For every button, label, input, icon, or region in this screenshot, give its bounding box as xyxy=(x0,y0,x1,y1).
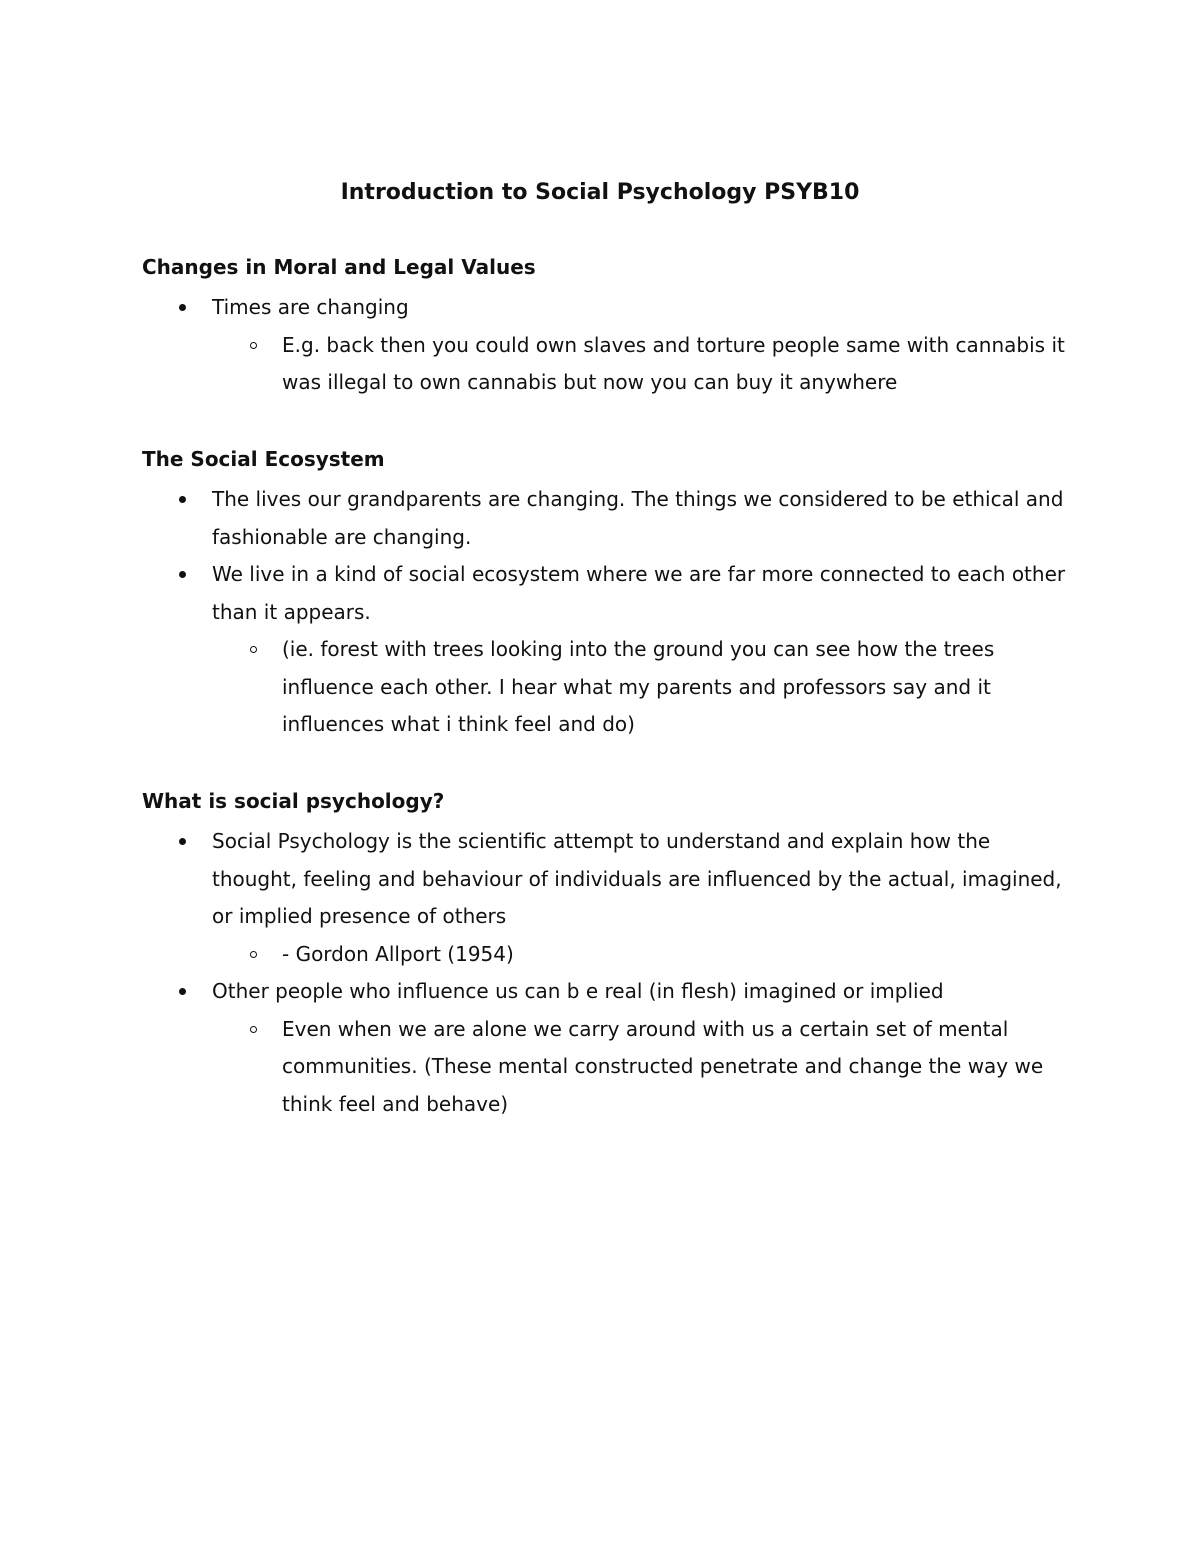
sub-bullet-list xyxy=(212,327,1072,402)
sub-bullet-list xyxy=(212,936,1072,974)
bullet-circle-icon xyxy=(250,1026,257,1033)
bullet-circle-icon xyxy=(250,951,257,958)
section-the-social-ecosystem xyxy=(142,443,1072,744)
section-heading: Changes in Moral and Legal Values xyxy=(142,255,536,279)
bullet-item xyxy=(212,481,1072,556)
sub-bullet-text: E.g. back then you could own slaves and torture people same with cannabis it was illegal to own cannabis but now you can buy it anywhere xyxy=(282,332,1065,394)
bullet-item xyxy=(212,823,1072,973)
sub-bullet-text: (ie. forest with trees looking into the ground you can see how the trees influence each other. I hear what my parents and professors say and it influences what i think feel and do) xyxy=(282,637,995,736)
sub-bullet-list xyxy=(212,1011,1072,1124)
bullet-disc-icon xyxy=(179,496,186,503)
bullet-circle-icon xyxy=(250,342,257,349)
bullet-disc-icon xyxy=(179,571,186,578)
section-changes-in-moral-and-legal-values xyxy=(142,251,1072,402)
bullet-item xyxy=(212,556,1072,744)
bullet-text: Times are changing xyxy=(212,295,409,319)
bullet-text: Social Psychology is the scientific attempt to understand and explain how the thought, feeling and behaviour of individuals are influenced by the actual, imagined, or implied presence of others xyxy=(212,829,1062,928)
bullet-item xyxy=(212,289,1072,402)
bullet-item xyxy=(212,973,1072,1123)
sub-bullet-item xyxy=(282,631,1072,744)
sub-bullet-list xyxy=(212,631,1072,744)
bullet-list xyxy=(142,481,1072,744)
bullet-text: We live in a kind of social ecosystem where we are far more connected to each other than it appears. xyxy=(212,562,1066,624)
bullet-disc-icon xyxy=(179,838,186,845)
section-heading: What is social psychology? xyxy=(142,789,445,813)
bullet-disc-icon xyxy=(179,988,186,995)
bullet-text: The lives our grandparents are changing. The things we considered to be ethical and fashionable are changing. xyxy=(212,487,1064,549)
bullet-list xyxy=(142,289,1072,402)
bullet-circle-icon xyxy=(250,646,257,653)
bullet-list xyxy=(142,823,1072,1123)
sub-bullet-item xyxy=(282,1011,1072,1124)
bullet-text: Other people who influence us can b e real (in flesh) imagined or implied xyxy=(212,979,944,1003)
bullet-disc-icon xyxy=(179,304,186,311)
section-heading: The Social Ecosystem xyxy=(142,447,385,471)
sub-bullet-item xyxy=(282,327,1072,402)
document-title: Introduction to Social Psychology PSYB10 xyxy=(340,180,860,205)
sub-bullet-item xyxy=(282,936,1072,974)
section-what-is-social-psychology xyxy=(142,785,1072,1123)
sub-bullet-text: - Gordon Allport (1954) xyxy=(282,941,514,966)
sub-bullet-text: Even when we are alone we carry around with us a certain set of mental communities. (These mental constructed penetrate and change the way we think feel and behave) xyxy=(282,1016,1044,1116)
